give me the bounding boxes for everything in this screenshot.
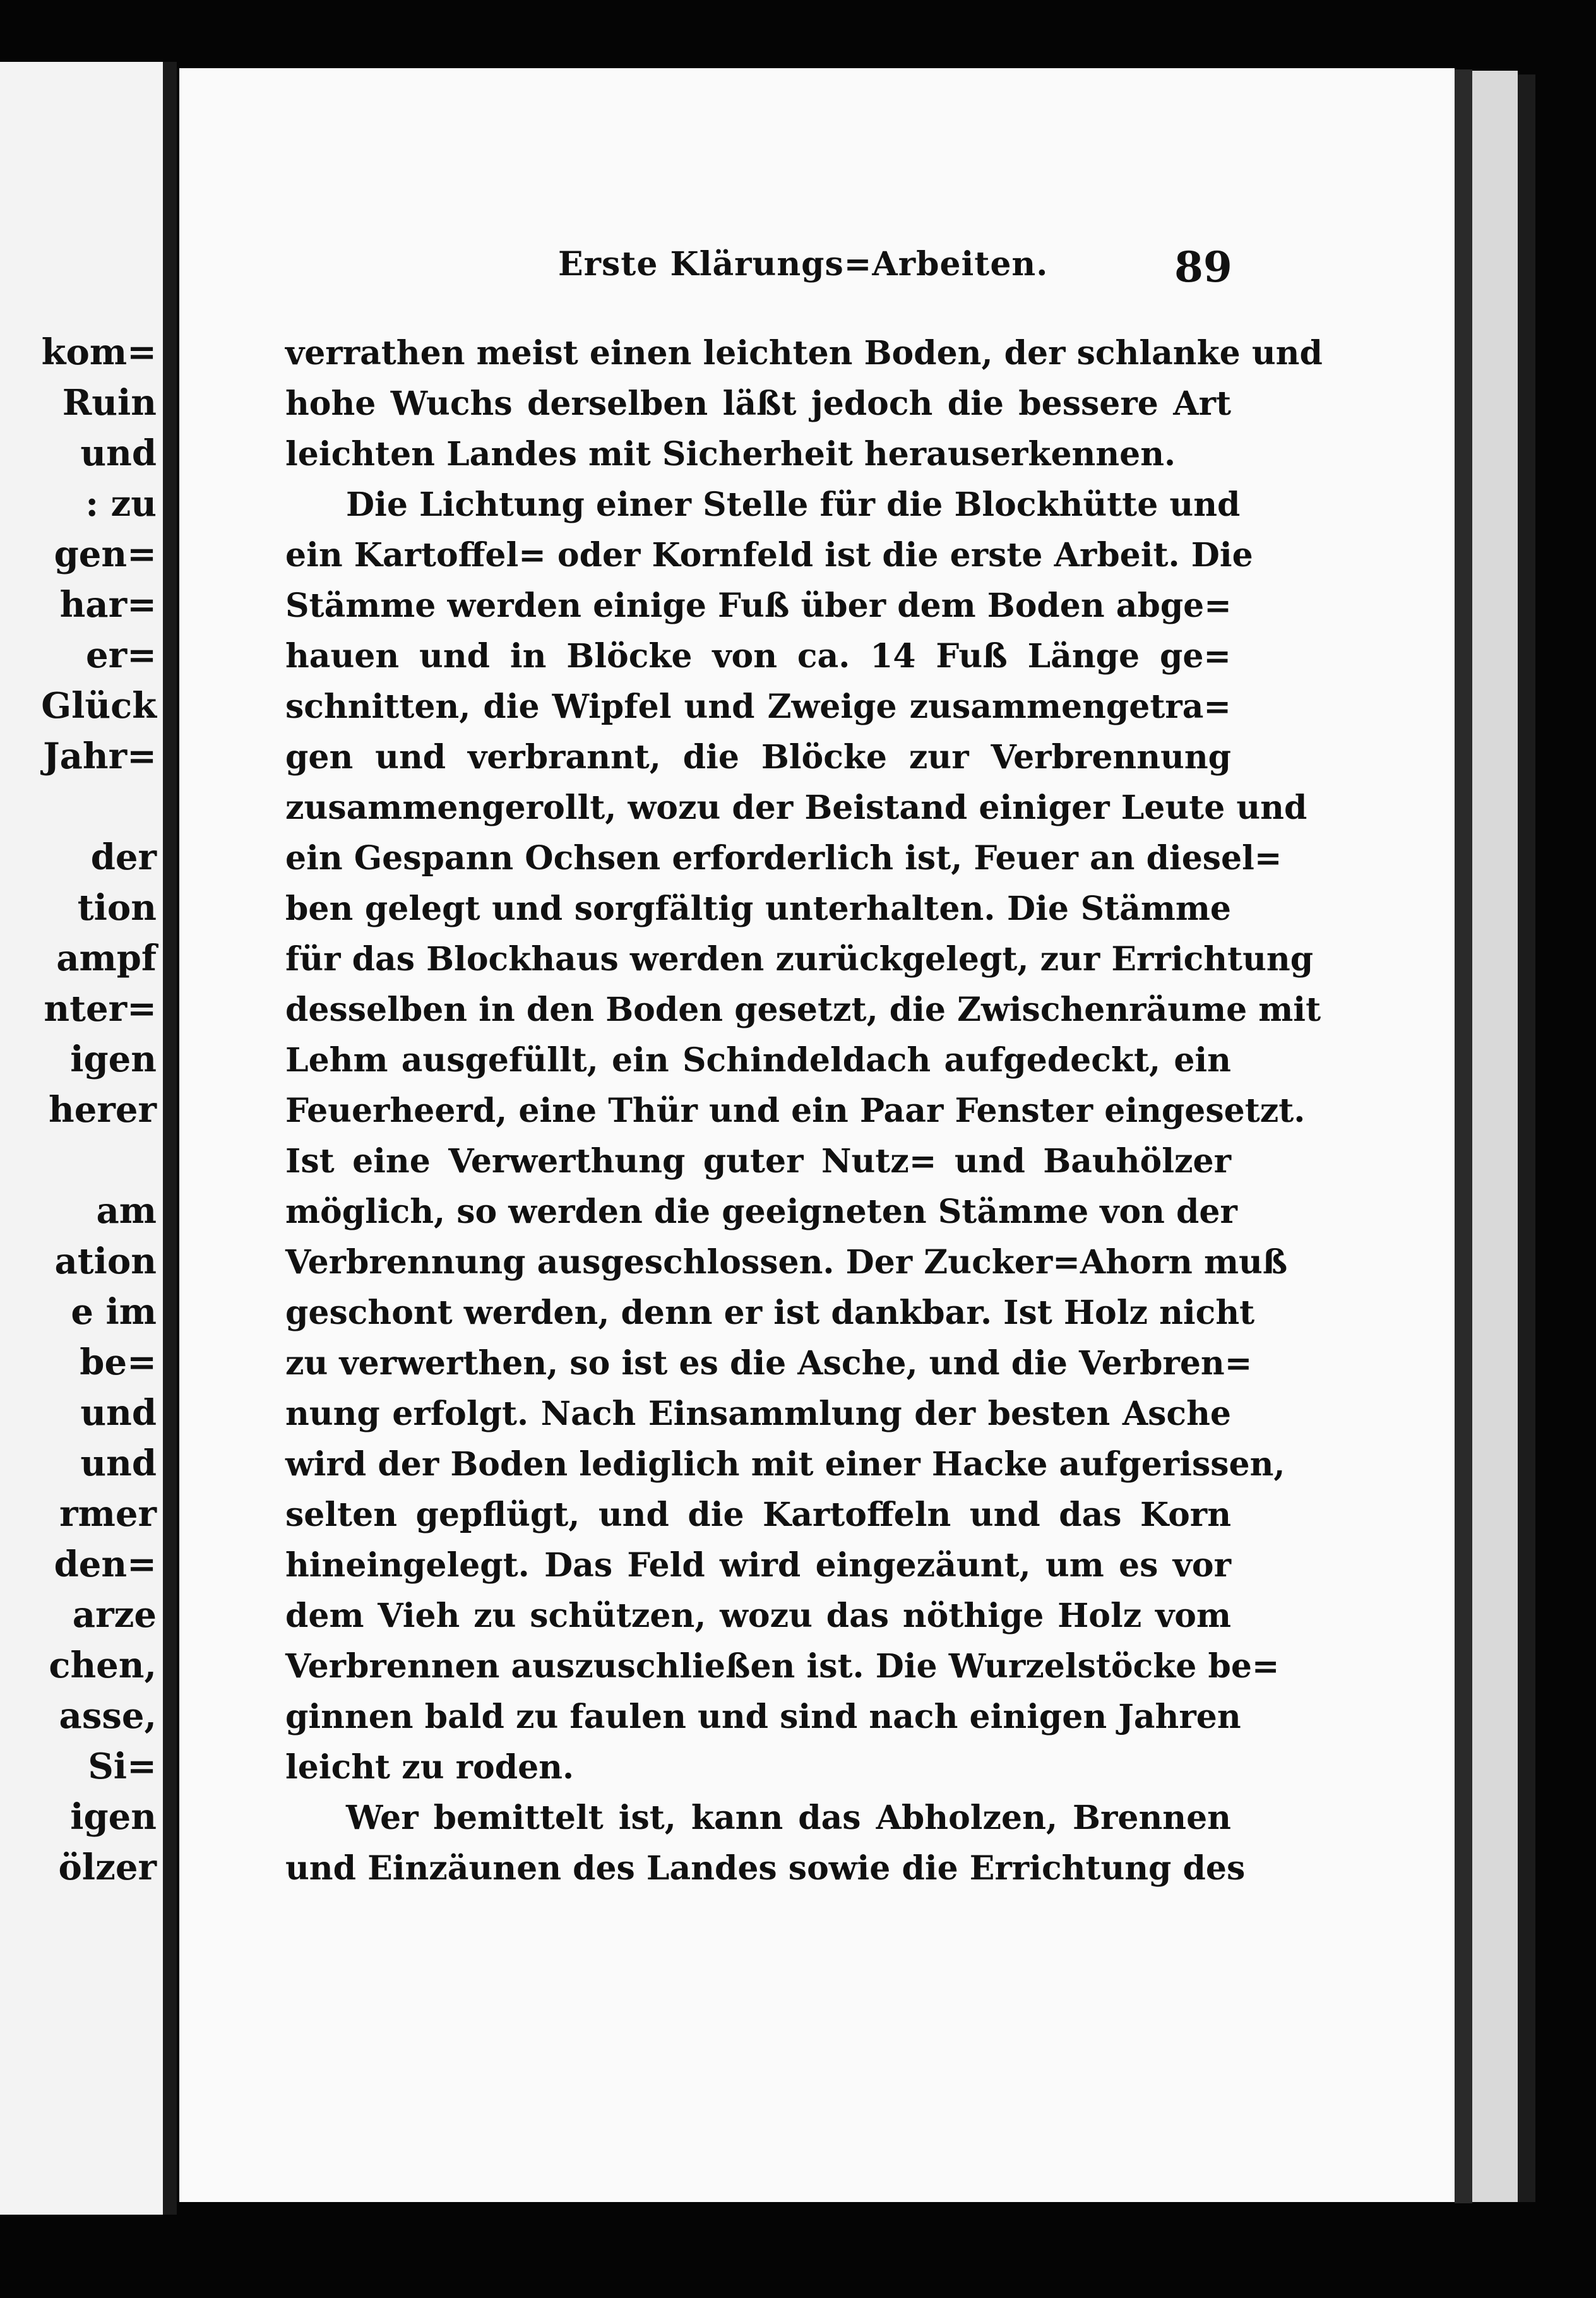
- left-page-line-fragment: nter=: [44, 988, 157, 1030]
- text-line: leicht zu roden.: [285, 1748, 575, 1787]
- text-line: ben gelegt und sorgfältig unterhalten. Die Stämme: [285, 890, 1231, 928]
- text-line: gen und verbrannt, die Blöcke zur Verbrennung: [285, 738, 1231, 777]
- left-page-line-fragment: har=: [59, 584, 157, 626]
- text-line: hauen und in Blöcke von ca. 14 Fuß Länge ge=: [285, 637, 1231, 676]
- left-page-line-fragment: er=: [85, 634, 157, 676]
- text-line: ein Kartoffel= oder Kornfeld ist die erste Arbeit. Die: [285, 536, 1253, 574]
- text-line: nung erfolgt. Nach Einsammlung der besten Asche: [285, 1395, 1231, 1433]
- left-page-line-fragment: ation: [54, 1241, 157, 1282]
- left-page-line-fragment: Glück: [41, 685, 157, 727]
- text-line: desselben in den Boden gesetzt, die Zwischenräume mit: [285, 991, 1321, 1029]
- text-line: geschont werden, denn er ist dankbar. Ist Holz nicht: [285, 1294, 1255, 1332]
- text-line: verrathen meist einen leichten Boden, der schlanke und: [285, 334, 1323, 372]
- text-line: für das Blockhaus werden zurückgelegt, zur Errichtung: [285, 940, 1314, 979]
- left-page-line-fragment: igen: [70, 1796, 157, 1838]
- text-line: schnitten, die Wipfel und Zweige zusammengetra=: [285, 688, 1231, 726]
- left-page-line-fragment: be=: [80, 1342, 157, 1383]
- left-page-line-fragment: asse,: [59, 1695, 157, 1737]
- left-page-line-fragment: kom=: [41, 331, 157, 373]
- left-page-line-fragment: chen,: [49, 1645, 157, 1686]
- text-line: ginnen bald zu faulen und sind nach einigen Jahren: [285, 1698, 1241, 1736]
- text-line: und Einzäunen des Landes sowie die Errichtung des: [285, 1849, 1246, 1888]
- text-line: Stämme werden einige Fuß über dem Boden abge=: [285, 586, 1232, 625]
- text-line: leichten Landes mit Sicherheit herauserkennen.: [285, 435, 1176, 473]
- text-line: Verbrennung ausgeschlossen. Der Zucker=Ahorn muß: [285, 1243, 1288, 1282]
- text-line: hineingelegt. Das Feld wird eingezäunt, um es vor: [285, 1546, 1231, 1585]
- left-page-line-fragment: der: [90, 836, 157, 878]
- left-page-line-fragment: arze: [72, 1594, 157, 1636]
- left-page-line-fragment: am: [96, 1190, 157, 1232]
- left-page-line-fragment: rmer: [59, 1493, 157, 1535]
- left-page-line-fragment: Ruin: [62, 382, 157, 424]
- text-line: Lehm ausgefüllt, ein Schindeldach aufgedeckt, ein: [285, 1041, 1231, 1080]
- page-number: 89: [1174, 242, 1232, 292]
- text-line: Die Lichtung einer Stelle für die Blockhütte und: [346, 485, 1241, 524]
- text-line: hohe Wuchs derselben läßt jedoch die bessere Art: [285, 384, 1231, 423]
- running-head: Erste Klärungs=Arbeiten.: [558, 245, 1049, 283]
- book-gutter: [163, 62, 177, 2215]
- text-line: zu verwerthen, so ist es die Asche, und die Verbren=: [285, 1344, 1253, 1383]
- text-line: dem Vieh zu schützen, wozu das nöthige Holz vom: [285, 1597, 1231, 1635]
- page-edge-stack: [1472, 71, 1518, 2202]
- text-line: möglich, so werden die geeigneten Stämme von der: [285, 1193, 1237, 1231]
- left-page-line-fragment: tion: [77, 887, 157, 929]
- text-line: Ist eine Verwerthung guter Nutz= und Bauhölzer: [285, 1142, 1231, 1181]
- left-page-line-fragment: und: [80, 1443, 157, 1484]
- text-line: ein Gespann Ochsen erforderlich ist, Feuer an diesel=: [285, 839, 1282, 878]
- left-page-line-fragment: Si=: [88, 1746, 157, 1787]
- text-line: zusammengerollt, wozu der Beistand einiger Leute und: [285, 789, 1307, 827]
- text-line: wird der Boden lediglich mit einer Hacke aufgerissen,: [285, 1445, 1285, 1484]
- text-line: selten gepflügt, und die Kartoffeln und das Korn: [285, 1496, 1231, 1534]
- left-page-line-fragment: gen=: [54, 533, 157, 575]
- page-edge-dark: [1518, 74, 1535, 2202]
- left-page-line-fragment: den=: [54, 1544, 157, 1585]
- body-text: [285, 328, 1323, 1894]
- left-page-line-fragment: ölzer: [58, 1847, 157, 1888]
- left-page-line-fragment: : zu: [85, 483, 157, 525]
- left-page-line-fragment: ampf: [56, 938, 157, 979]
- left-page-line-fragment: herer: [49, 1089, 157, 1131]
- text-line: Feuerheerd, eine Thür und ein Paar Fenster eingesetzt.: [285, 1092, 1306, 1130]
- text-line: Wer bemittelt ist, kann das Abholzen, Brennen: [346, 1799, 1231, 1837]
- left-page-line-fragment: Jahr=: [43, 735, 157, 777]
- text-line: Verbrennen auszuschließen ist. Die Wurzelstöcke be=: [285, 1647, 1280, 1686]
- page-edge-shadow: [1455, 69, 1472, 2203]
- left-page-line-fragment: und: [80, 1392, 157, 1434]
- left-page-line-fragment: igen: [70, 1039, 157, 1080]
- left-page-line-fragment: und: [80, 432, 157, 474]
- left-page: [0, 62, 163, 2215]
- left-page-line-fragment: e im: [71, 1291, 157, 1333]
